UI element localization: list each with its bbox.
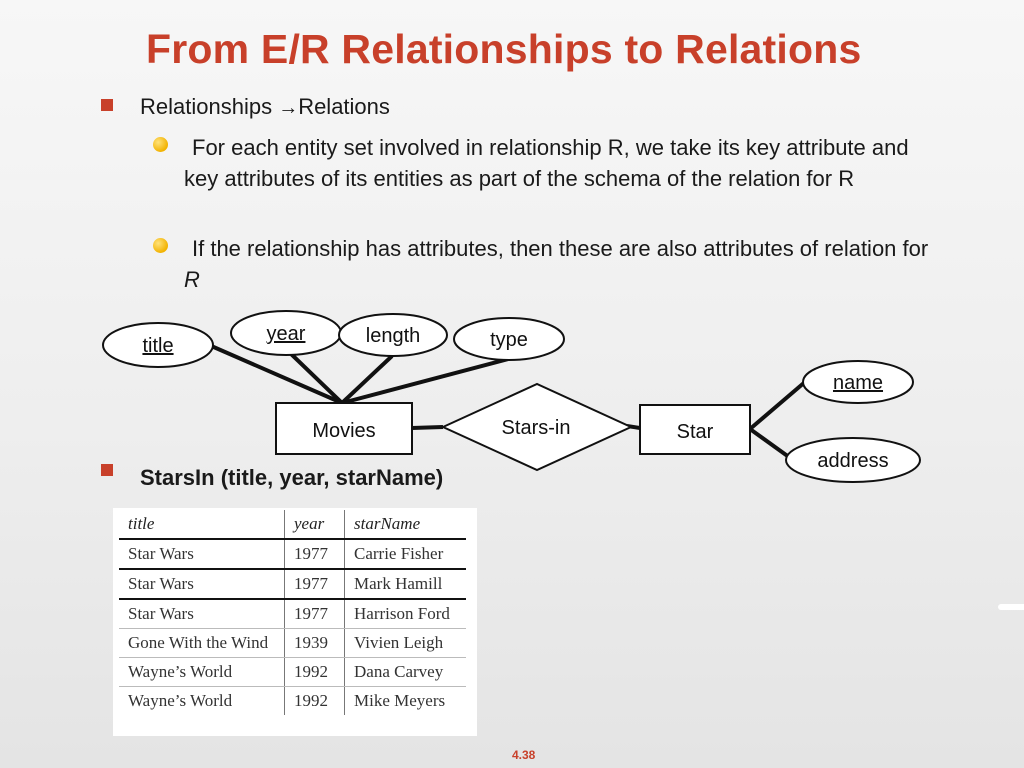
table-cell: 1977 [285, 569, 345, 599]
entity-star-label: Star [676, 421, 714, 443]
subbullet-key-attributes-text: For each entity set involved in relationship R, we take its key attribute and key attributes of its entities as part of the schema of the relation for R [184, 135, 909, 191]
table-cell: Star Wars [119, 569, 285, 599]
bullet-starsin-schema: StarsIn (title, year, starName) [140, 465, 444, 490]
table-cell: 1977 [285, 599, 345, 629]
starsin-table-panel [113, 508, 477, 736]
table-cell: 1992 [285, 687, 345, 716]
table-cell: Wayne’s World [119, 658, 285, 687]
column-header-year: year [285, 510, 345, 539]
table-cell: 1992 [285, 658, 345, 687]
table-row [119, 629, 466, 658]
entity-movies-label: Movies [312, 420, 376, 442]
table-header-row [119, 510, 466, 539]
relationship-stars-in-label: Stars-in [501, 417, 571, 439]
table-cell: Wayne’s World [128, 691, 233, 710]
table-row [119, 599, 466, 629]
corner-decoration [998, 604, 1024, 610]
attr-address-label: address [817, 450, 889, 472]
table-cell: 1939 [285, 629, 345, 658]
table-cell: Carrie Fisher [345, 539, 467, 569]
table-row [119, 658, 466, 687]
starsin-table [119, 510, 466, 715]
table-row [119, 687, 466, 716]
attr-length-label: length [365, 325, 421, 347]
column-header-title: title [119, 510, 285, 539]
subbullet-relationship-attributes-italic: R [184, 267, 200, 292]
table-row [119, 569, 466, 599]
table-cell: Vivien Leigh [345, 629, 467, 658]
page-number: 4.38 [512, 748, 536, 762]
table-cell: Mike Meyers [345, 687, 467, 716]
slide-title: From E/R Relationships to Relations [146, 26, 862, 72]
table-cell: Harrison Ford [345, 599, 467, 629]
table-cell: 1977 [285, 539, 345, 569]
square-bullet-icon [101, 464, 113, 476]
table-cell: Star Wars [119, 539, 285, 569]
movie-attribute-edges [209, 345, 512, 403]
subbullet-relationship-attributes-text: If the relationship has attributes, then these are also attributes of relation for [192, 236, 929, 261]
arrow-right-icon: → [278, 97, 299, 119]
bullet-relationships-text-after: Relations [298, 94, 390, 119]
attr-type-label: type [490, 329, 528, 351]
attr-year-label: year [266, 323, 306, 345]
table-cell: Gone With the Wind [119, 629, 285, 658]
column-header-starname: starName [345, 510, 467, 539]
table-cell: Star Wars [119, 599, 285, 629]
table-row [119, 539, 466, 569]
table-cell: Mark Hamill [345, 569, 467, 599]
table-cell: Dana Carvey [345, 658, 467, 687]
attr-name-label: name [832, 372, 884, 394]
bullet-relationships-text-before: Relationships [140, 94, 279, 119]
attr-title-label: title [142, 335, 174, 357]
